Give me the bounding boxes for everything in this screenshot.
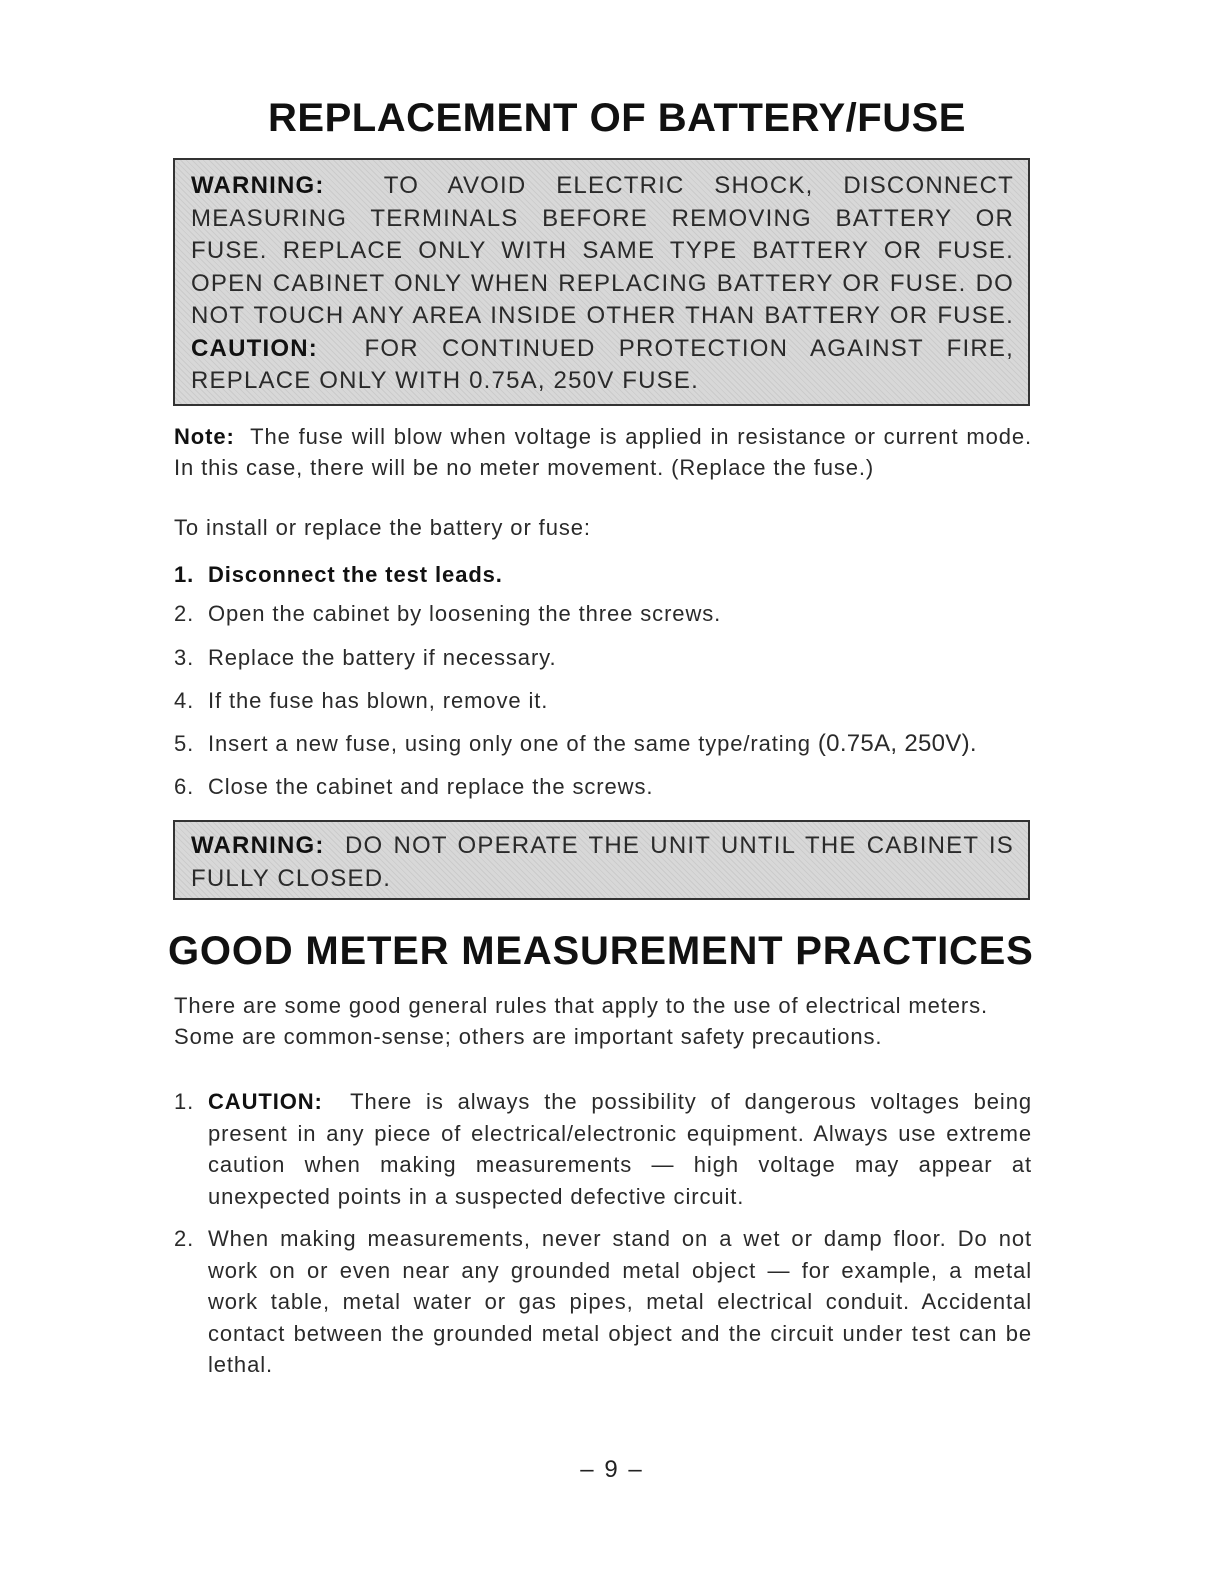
warning-box-cabinet xyxy=(173,820,1030,900)
section-title-measurement-practices: GOOD METER MEASUREMENT PRACTICES xyxy=(168,929,1034,973)
item-text: When making measurements, never stand on a wet or damp floor. Do not work on or even near any grounded metal object — for example, a metal work table, metal water or gas pipes, metal electrical conduit. Accidental contact between the grounded metal object and the circuit under test can be lethal. xyxy=(208,1226,1032,1377)
list-item xyxy=(174,1223,1032,1381)
step-number: 1. xyxy=(174,562,195,587)
item-number: 2. xyxy=(174,1226,195,1251)
caution-label: CAUTION: xyxy=(191,334,318,362)
step-number: 2. xyxy=(174,601,195,626)
list-item xyxy=(174,599,1054,629)
caution-label: CAUTION: xyxy=(208,1089,323,1114)
note-paragraph xyxy=(174,421,1032,483)
practices-intro: There are some good general rules that apply to the use of electrical meters. Some are common-sense; others are important safety precautions. xyxy=(174,993,989,1049)
note-label: Note: xyxy=(174,424,235,449)
note-text: The fuse will blow when voltage is applied in resistance or current mode. In this case, there will be no meter movement. (Replace the fuse.) xyxy=(174,424,1032,480)
section-title-battery-fuse: REPLACEMENT OF BATTERY/FUSE xyxy=(268,96,966,140)
fuse-rating: (0.75A, 250V). xyxy=(817,730,977,757)
caution-text: FOR CONTINUED PROTECTION AGAINST FIRE, REPLACE ONLY WITH 0.75A, 250V FUSE. xyxy=(191,334,1014,394)
step-text: Close the cabinet and replace the screws. xyxy=(208,774,654,799)
item-number: 1. xyxy=(174,1089,195,1114)
list-item xyxy=(174,1086,1032,1212)
list-item xyxy=(174,729,1054,759)
item-text: There is always the possibility of dangerous voltages being present in any piece of electrical/electronic equipment. Always use extreme caution when making measurements — high voltage may appear at unexpected points in a suspected defective circuit. xyxy=(208,1089,1032,1209)
warning-text: TO AVOID ELECTRIC SHOCK, DISCONNECT MEASURING TERMINALS BEFORE REMOVING BATTERY OR FUSE. REPLACE ONLY WITH SAME TYPE BATTERY OR FUSE. OPEN CABINET ONLY WHEN REPLACING BATTERY OR FUSE. DO NOT TOUCH ANY AREA INSIDE OTHER THAN BATTERY OR FUSE. xyxy=(191,172,1014,329)
list-item xyxy=(174,560,1054,590)
page-number: – 9 – xyxy=(580,1456,644,1483)
step-number: 5. xyxy=(174,731,195,756)
install-intro: To install or replace the battery or fuse: xyxy=(174,515,591,540)
step-number: 3. xyxy=(174,645,195,670)
step-text: Replace the battery if necessary. xyxy=(208,645,557,670)
warning-box xyxy=(173,158,1030,406)
step-text: Disconnect the test leads. xyxy=(208,562,503,587)
step-number: 4. xyxy=(174,688,195,713)
step-text: If the fuse has blown, remove it. xyxy=(208,688,549,713)
step-number: 6. xyxy=(174,774,195,799)
warning-label: WARNING: xyxy=(191,172,325,199)
list-item xyxy=(174,772,1054,802)
list-item xyxy=(174,643,1054,673)
list-item xyxy=(174,686,1054,716)
step-text: Open the cabinet by loosening the three screws. xyxy=(208,601,722,626)
step-text: Insert a new fuse, using only one of the same type/rating xyxy=(208,731,811,756)
warning-text: DO NOT OPERATE THE UNIT UNTIL THE CABINET IS FULLY CLOSED. xyxy=(191,832,1014,892)
warning-label: WARNING: xyxy=(191,832,325,859)
